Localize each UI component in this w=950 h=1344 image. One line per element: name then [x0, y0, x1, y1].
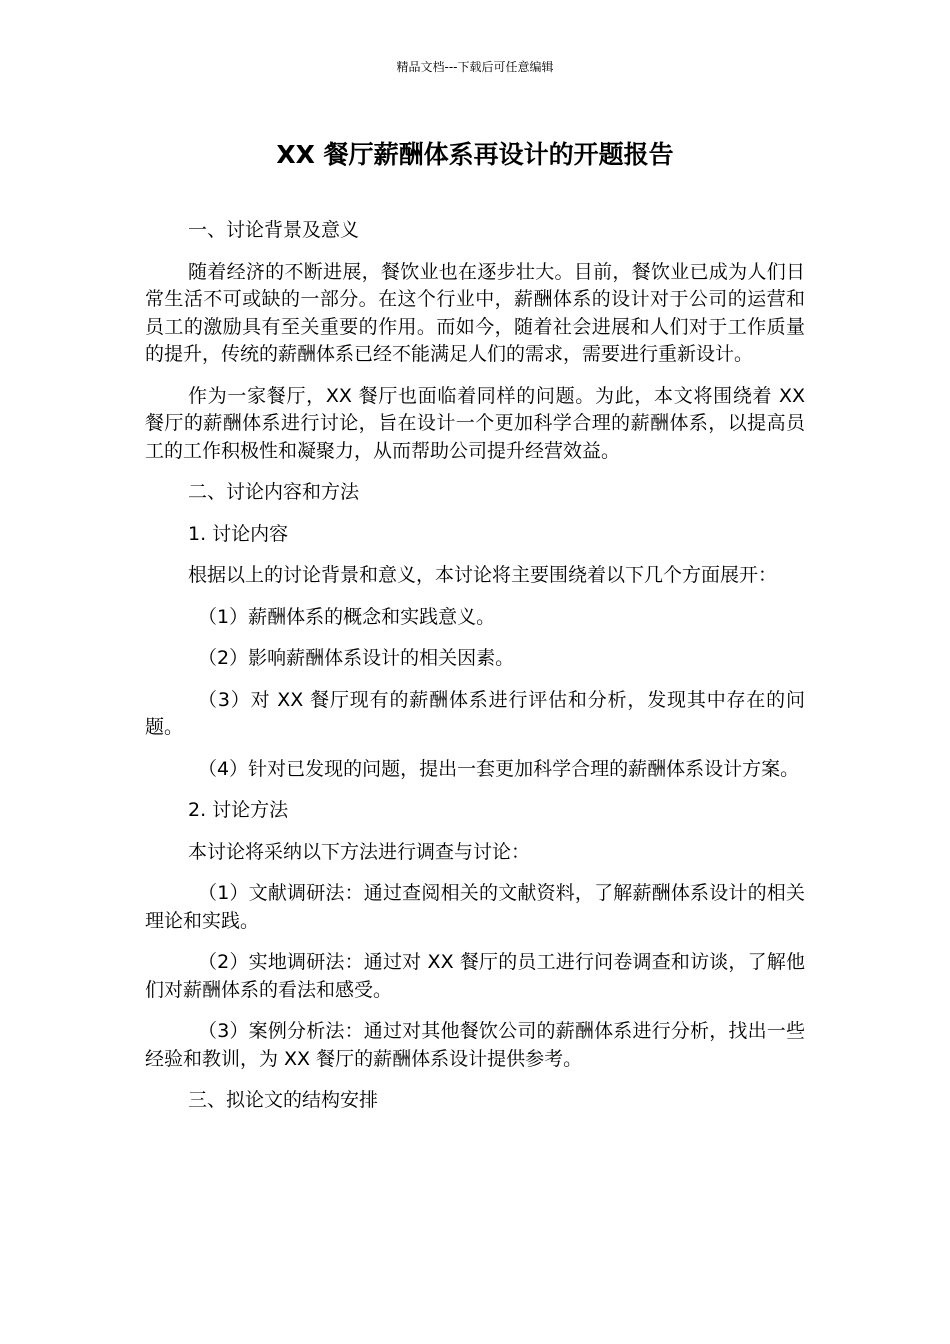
list-item-content-3: （3）对 XX 餐厅现有的薪酬体系进行评估和分析，发现其中存在的问题。	[145, 688, 805, 738]
page-header: 精品文档---下载后可任意编辑	[396, 60, 554, 74]
paragraph-xx-restaurant: 作为一家餐厅，XX 餐厅也面临着同样的问题。为此，本文将围绕着 XX 餐厅的薪酬体系进行讨论，旨在设计一个更加科学合理的薪酬体系，以提高员工的工作积极性和凝聚力，从而帮助公司提升经营效益。	[145, 384, 805, 462]
subsection-heading-content: 1. 讨论内容	[188, 522, 289, 545]
subsection-heading-method: 2. 讨论方法	[188, 799, 289, 821]
paragraph-background: 随着经济的不断进展，餐饮业也在逐步壮大。目前，餐饮业已成为人们日常生活不可或缺的一部分。在这个行业中，薪酬体系的设计对于公司的运营和员工的激励具有至关重要的作用。而如今，随着社会进展和人们对于工作质量的提升，传统的薪酬体系已经不能满足人们的需求，需要进行重新设计。	[145, 260, 805, 365]
document-title: XX 餐厅薪酬体系再设计的开题报告	[276, 140, 674, 169]
document-body	[145, 217, 805, 1129]
section-heading-1: 一、讨论背景及意义	[188, 219, 360, 241]
paragraph-method-intro: 本讨论将采纳以下方法进行调查与讨论：	[188, 840, 531, 863]
list-item-method-3: （3）案例分析法：通过对其他餐饮公司的薪酬体系进行分析，找出一些经验和教训，为 XX 餐厅的薪酬体系设计提供参考。	[145, 1020, 805, 1070]
section-heading-2: 二、讨论内容和方法	[188, 481, 360, 503]
list-item-method-1: （1）文献调研法：通过查阅相关的文献资料，了解薪酬体系设计的相关理论和实践。	[145, 882, 805, 932]
list-item-content-1: （1）薪酬体系的概念和实践意义。	[198, 605, 496, 628]
list-item-method-2: （2）实地调研法：通过对 XX 餐厅的员工进行问卷调查和访谈，了解他们对薪酬体系的看法和感受。	[145, 951, 805, 1001]
paragraph-content-intro: 根据以上的讨论背景和意义，本讨论将主要围绕着以下几个方面展开：	[188, 564, 778, 586]
section-heading-3: 三、拟论文的结构安排	[188, 1089, 379, 1111]
list-item-content-4: （4）针对已发现的问题，提出一套更加科学合理的薪酬体系设计方案。	[198, 757, 800, 780]
list-item-content-2: （2）影响薪酬体系设计的相关因素。	[198, 647, 515, 669]
